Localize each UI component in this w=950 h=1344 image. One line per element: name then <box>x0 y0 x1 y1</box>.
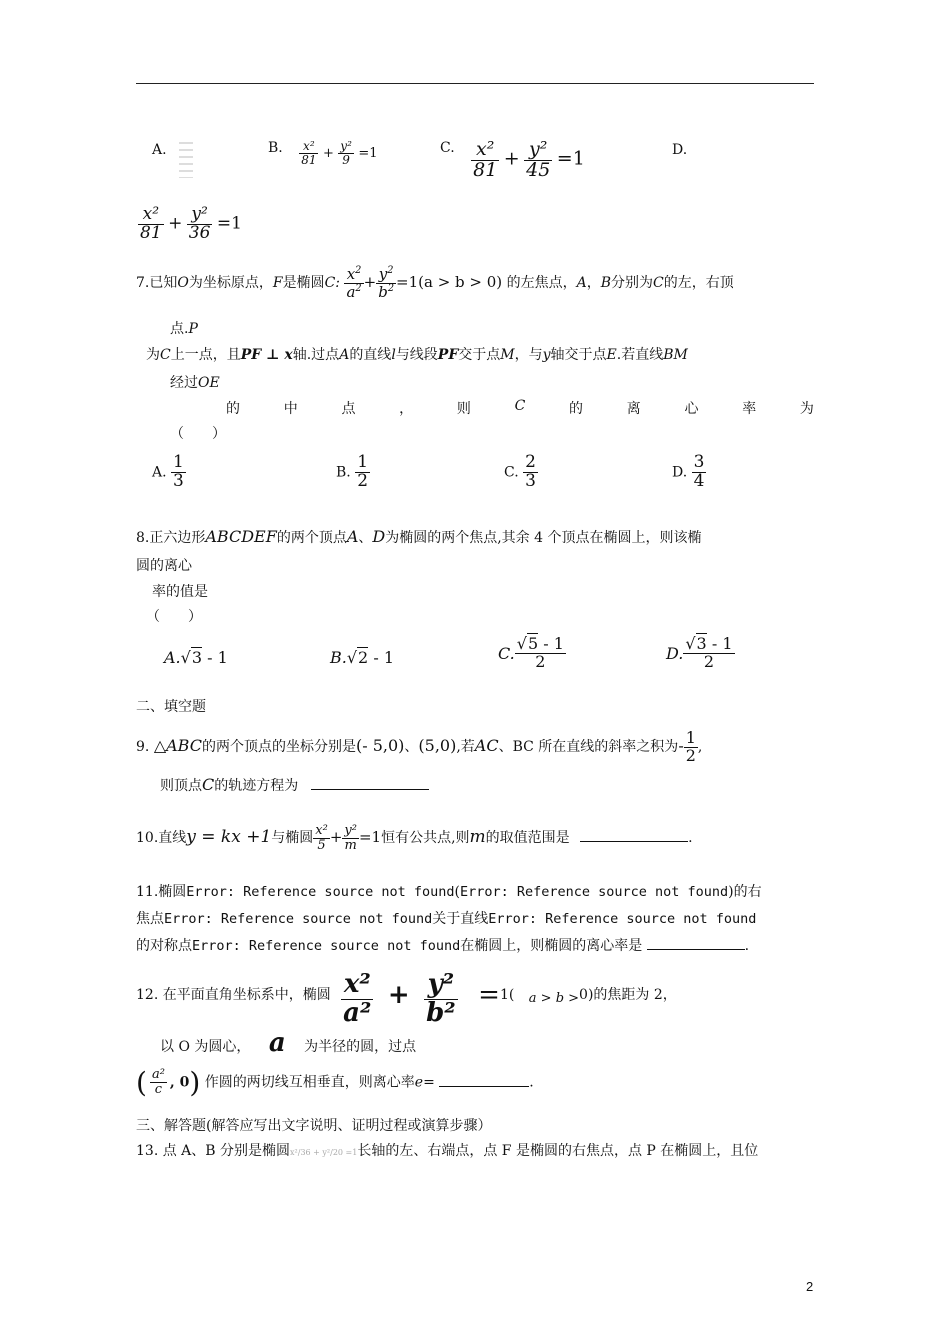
q8-line3: 率的值是 <box>152 584 208 600</box>
q6-option-a-label: A. <box>152 142 167 158</box>
q6-option-b-label: B. <box>268 140 283 156</box>
section-2-heading: 二、填空题 <box>136 699 206 715</box>
q6-option-d-label: D. <box>672 142 688 158</box>
q7-option-b: B. $\frac{1}{2}$ <box>336 452 369 491</box>
q12-point-frac: $\frac{\text{a²}}{c}$ <box>151 1067 165 1097</box>
q11-line2: 焦点Error: Reference source not found关于直线Error: Reference source not found <box>136 911 757 927</box>
q6-d-rhs: =1 <box>216 213 242 234</box>
q12-x-frac: $\frac{\text{x²}}{\text{a²}}$ <box>343 969 372 1028</box>
q8-option-c: C. $\frac{√5 - 1}{2}$ <box>498 634 564 671</box>
q8-option-d: D. $\frac{√3 - 1}{2}$ <box>666 634 733 671</box>
q8-option-b: B.√2 - 1 <box>330 648 394 667</box>
q6-b-y-frac: $\frac{\text{y²}}{9}$ <box>340 139 352 167</box>
q6-c-rhs: =1 <box>556 147 585 170</box>
q10-line: 10.直线y = kx +1与椭圆 $\frac{\text{x²}}{5}$ + $\frac{\text{y²}}{m}$ =1恒有公共点,则m的取值范围是 . <box>136 822 693 853</box>
q6-c-y-frac: $\frac{\text{y²}}{45}$ <box>526 138 551 181</box>
q7-option-a: A. $\frac{1}{3}$ <box>152 452 184 491</box>
q8-line2: 圆的离心 <box>136 558 192 574</box>
q8-answer-paren: （ ） <box>146 609 202 625</box>
page-number: 2 <box>806 1279 814 1294</box>
q7-option-d: D. $\frac{3}{4}$ <box>672 452 705 491</box>
q13-line: 13. 点 A、B 分别是椭圆x²/36 + y²/20 =1长轴的左、右端点，点 F 是椭圆的右焦点，点 P 在椭圆上，且位 <box>136 1143 759 1159</box>
q7-eq-rhs: =1(a > b > 0) <box>396 273 503 291</box>
q6-b-rhs: =1 <box>358 146 378 162</box>
q6-option-a-image <box>179 142 193 178</box>
q7-line2: 点.P <box>170 321 198 337</box>
q12-answer-blank[interactable] <box>439 1086 529 1087</box>
q7-option-c: C. $\frac{2}{3}$ <box>504 452 536 491</box>
q9-line2: 则顶点C的轨迹方程为 <box>160 775 429 795</box>
header-rule <box>136 83 814 84</box>
q6-option-b: B. $\frac{\text{x²}}{81}$ + $\frac{\text{y²}}{9}$ =1 <box>268 139 378 167</box>
q12-line3: ( $\frac{\text{a²}}{c}$ , 0) 作圆的两切线互相垂直，则离心率e= . <box>136 1066 534 1099</box>
q7-answer-paren: （ ） <box>170 426 226 442</box>
q13-small-equation: x²/36 + y²/20 =1 <box>290 1148 358 1157</box>
q8-option-a: A.√3 - 1 <box>164 648 228 667</box>
q9-line1: 9. △ABC的两个顶点的坐标分别是(- 5,0)、(5,0),若AC、BC 所在直线的斜率之积为- $\frac{1}{2}$ , <box>136 727 703 765</box>
q9-slope-frac: $\frac{1}{2}$ <box>685 727 696 765</box>
q11-line1: 11.椭圆Error: Reference source not found(Error: Reference source not found)的右 <box>136 884 762 900</box>
q6-b-x-frac: $\frac{\text{x²}}{81}$ <box>301 139 317 167</box>
q6-d-x-frac: $\frac{\text{x²}}{81}$ <box>140 204 162 243</box>
q6-option-c-label: C. <box>440 140 455 156</box>
q7-line4: 经过OE <box>170 375 220 391</box>
q6-d-y-frac: $\frac{\text{y²}}{36}$ <box>188 204 211 243</box>
q6-option-c: C. $\frac{\text{x²}}{81}$ + $\frac{\text{y²}}{45}$ =1 <box>440 138 585 181</box>
q12-y-frac: $\frac{\text{y²}}{\text{b²}}$ <box>426 969 456 1028</box>
q7-eq-x: $\frac{x^2}{a^2}$ <box>346 264 362 301</box>
q6-option-a <box>152 142 193 178</box>
q7-line3: 为C上一点，且PF ⊥ x轴.过点A的直线l与线段PF交于点M，与y轴交于点E.若直线BM <box>146 347 688 363</box>
q7-eq-y: $\frac{y^2}{b^2}$ <box>378 264 395 301</box>
q10-y-frac: $\frac{\text{y²}}{m}$ <box>344 822 357 853</box>
q7-line1: 7.已知O为坐标原点，F是椭圆C: $\frac{x^2}{a^2}$ + $\frac{y^2}{b^2}$ =1(a > b > 0) 的左焦点，A，B分别为C的左，右顶 <box>136 264 734 301</box>
q6-option-d-equation: $\frac{\text{x²}}{81}$ + $\frac{\text{y²}}{36}$ =1 <box>140 204 242 243</box>
q11-line3: 的对称点Error: Reference source not found在椭圆上，则椭圆的离心率是 . <box>136 938 750 954</box>
q8-line1: 8.正六边形ABCDEF的两个顶点A、D为椭圆的两个焦点,其余 4 个顶点在椭圆上，则该椭 <box>136 527 702 546</box>
q12-line1: 12. 在平面直角坐标系中，椭圆 $\frac{\text{x²}}{\text{a²}}$ + $\frac{\text{y²}}{\text{b²}}$ =1( a > b >0)的焦距为 2， <box>136 969 677 1028</box>
q7-spread-line: 的 中 点 ， 则 C 的 离 心 率 为 <box>226 398 814 417</box>
q12-line2: 以 O 为圆心， a 为半径的圆，过点 <box>160 1028 417 1058</box>
q6-c-x-frac: $\frac{\text{x²}}{81}$ <box>473 138 498 181</box>
section-3-heading: 三、解答题(解答应写出文字说明、证明过程或演算步骤） <box>136 1118 492 1134</box>
q10-answer-blank[interactable] <box>580 841 688 842</box>
q11-answer-blank[interactable] <box>647 949 745 950</box>
q9-answer-blank[interactable] <box>311 789 429 790</box>
q10-x-frac: $\frac{\text{x²}}{5}$ <box>315 822 328 853</box>
